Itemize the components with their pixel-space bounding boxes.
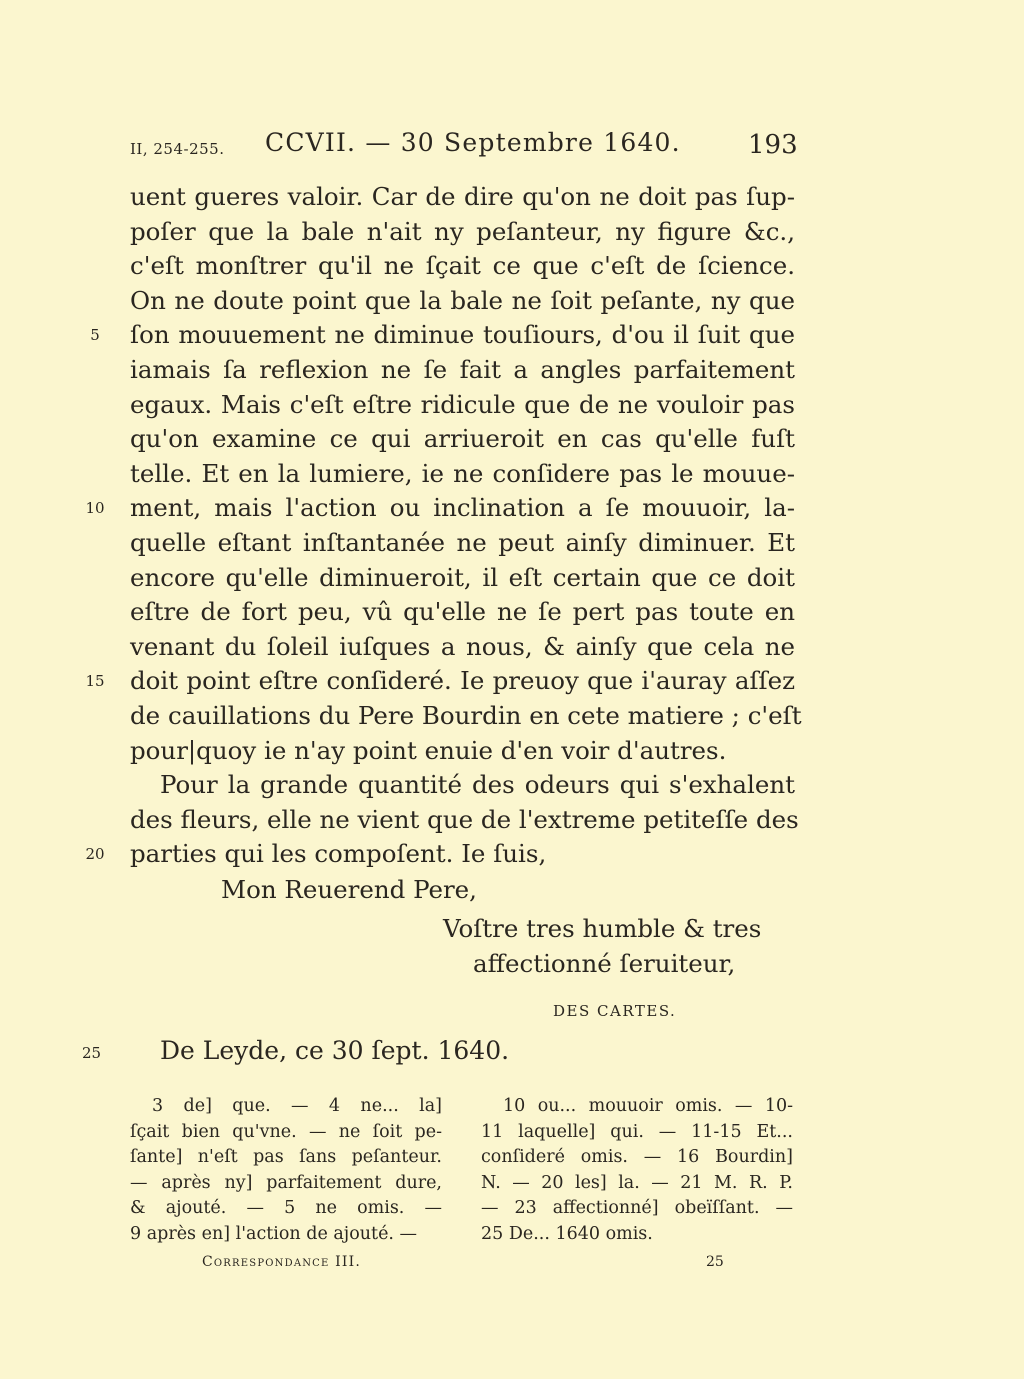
- text-line: [130, 595, 795, 630]
- line-text: ſon mouuement ne diminue touſiours, d'ou il ſuit que: [130, 320, 795, 350]
- text-line: [130, 803, 799, 838]
- running-header: [0, 128, 1024, 168]
- text-line: [85, 664, 795, 699]
- variant-notes-right: [481, 1094, 793, 1247]
- note-line: 9 après en] l'action de ajouté. —: [130, 1223, 418, 1244]
- signature: DES CARTES.: [553, 1002, 677, 1020]
- line-text: On ne doute point que la bale ne ſoit peſante, ny que: [130, 285, 795, 315]
- line-text: pour|quoy ie n'ay point enuie d'en voir d'autres.: [130, 735, 727, 765]
- note-line: 11 laquelle] qui. — 11-15 Et...: [481, 1121, 793, 1142]
- text-line: [85, 837, 795, 872]
- footer-gathering-number: 25: [706, 1254, 724, 1270]
- text-line: [130, 734, 795, 769]
- line-text: quelle eſtant inſtantanée ne peut ainſy diminuer. Et: [130, 527, 795, 557]
- note-line: ſante] n'eſt pas ſans peſanteur.: [130, 1147, 442, 1167]
- line-number: 5: [90, 326, 100, 345]
- note-line: — 23 affectionné] obeïſſant. —: [481, 1198, 793, 1218]
- line-text: qu'on examine ce qui arriueroit en cas qu'elle fuſt: [130, 424, 795, 454]
- line-text: uent gueres valoir. Car de dire qu'on ne doit pas ſup-: [130, 182, 795, 211]
- text-line: [130, 457, 795, 492]
- variant-notes-left: [130, 1094, 442, 1247]
- letter-body: [85, 180, 802, 872]
- text-line: [130, 353, 795, 388]
- text-line: [130, 699, 802, 734]
- text-line: [130, 526, 795, 561]
- line-text: c'eſt monſtrer qu'il ne ſçait ce que c'eſt de ſcience.: [130, 251, 795, 281]
- line-text: iamais ſa reflexion ne ſe fait a angles parfaitement: [130, 354, 795, 384]
- line-text: eſtre de fort peu, vû qu'elle ne ſe pert pas toute en: [130, 597, 795, 627]
- text-line: [90, 318, 795, 353]
- line-text: doit point eſtre conſideré. Ie preuoy que i'auray aſſez: [130, 666, 795, 696]
- line-text: poſer que la bale n'ait ny peſanteur, ny figure &c.,: [130, 216, 795, 246]
- line-text: parties qui les compoſent. Ie ſuis,: [130, 839, 547, 869]
- note-line: 3 de] que. — 4 ne... la]: [152, 1096, 442, 1116]
- page-number: 193: [748, 130, 798, 160]
- text-line: [85, 491, 795, 526]
- line-text: de cauillations du Pere Bourdin en cete matiere ; c'eſt: [130, 700, 802, 730]
- text-line: [130, 180, 795, 215]
- text-line: [130, 388, 795, 423]
- line-number: 15: [85, 672, 105, 691]
- note-line: 25 De... 1640 omis.: [481, 1223, 653, 1244]
- line-number: 10: [85, 499, 105, 518]
- text-line: [130, 561, 795, 596]
- note-line: conſideré omis. — 16 Bourdin]: [481, 1147, 793, 1167]
- line-text: egaux. Mais c'eſt eſtre ridicule que de ne vouloir pas: [130, 389, 795, 419]
- line-number: 25: [82, 1044, 102, 1062]
- line-text: Pour la grande quantité des odeurs qui s'exhalent: [160, 770, 795, 800]
- line-text: venant du ſoleil iuſques a nous, & ainſy que cela ne: [130, 631, 795, 661]
- note-line: 10 ou... mouuoir omis. — 10-: [503, 1096, 793, 1116]
- text-line: [130, 249, 795, 284]
- salutation: Mon Reuerend Pere,: [221, 875, 477, 904]
- line-text: telle. Et en la lumiere, ie ne conſidere pas le mouue-: [130, 458, 795, 488]
- closing-line-2: affectionné ſeruiteur,: [473, 949, 736, 978]
- line-number: 20: [85, 845, 105, 864]
- line-text: des fleurs, elle ne vient que de l'extreme petiteſſe des: [130, 804, 799, 834]
- line-text: encore qu'elle diminueroit, il eſt certain que ce doit: [130, 562, 795, 592]
- text-line: [130, 768, 795, 803]
- header-reference: II, 254-255.: [130, 140, 225, 158]
- text-line: [130, 284, 795, 319]
- note-line: N. — 20 les] la. — 21 M. R. P.: [481, 1172, 793, 1193]
- header-title: CCVII. — 30 Septembre 1640.: [265, 128, 681, 157]
- note-line: ſçait bien qu'vne. — ne ſoit pe-: [130, 1121, 442, 1142]
- line-text: ment, mais l'action ou inclination a ſe mouuoir, la-: [130, 493, 795, 523]
- text-line: [130, 422, 795, 457]
- footer-signature-mark: Correspondance III.: [202, 1254, 362, 1270]
- text-line: [130, 630, 795, 665]
- note-line: — après ny] parfaitement dure,: [130, 1172, 442, 1193]
- note-line: & ajouté. — 5 ne omis. —: [130, 1198, 442, 1218]
- closing-line-1: Voſtre tres humble & tres: [443, 914, 762, 943]
- text-line: [130, 215, 795, 250]
- date-line: De Leyde, ce 30 ſept. 1640.: [160, 1036, 510, 1065]
